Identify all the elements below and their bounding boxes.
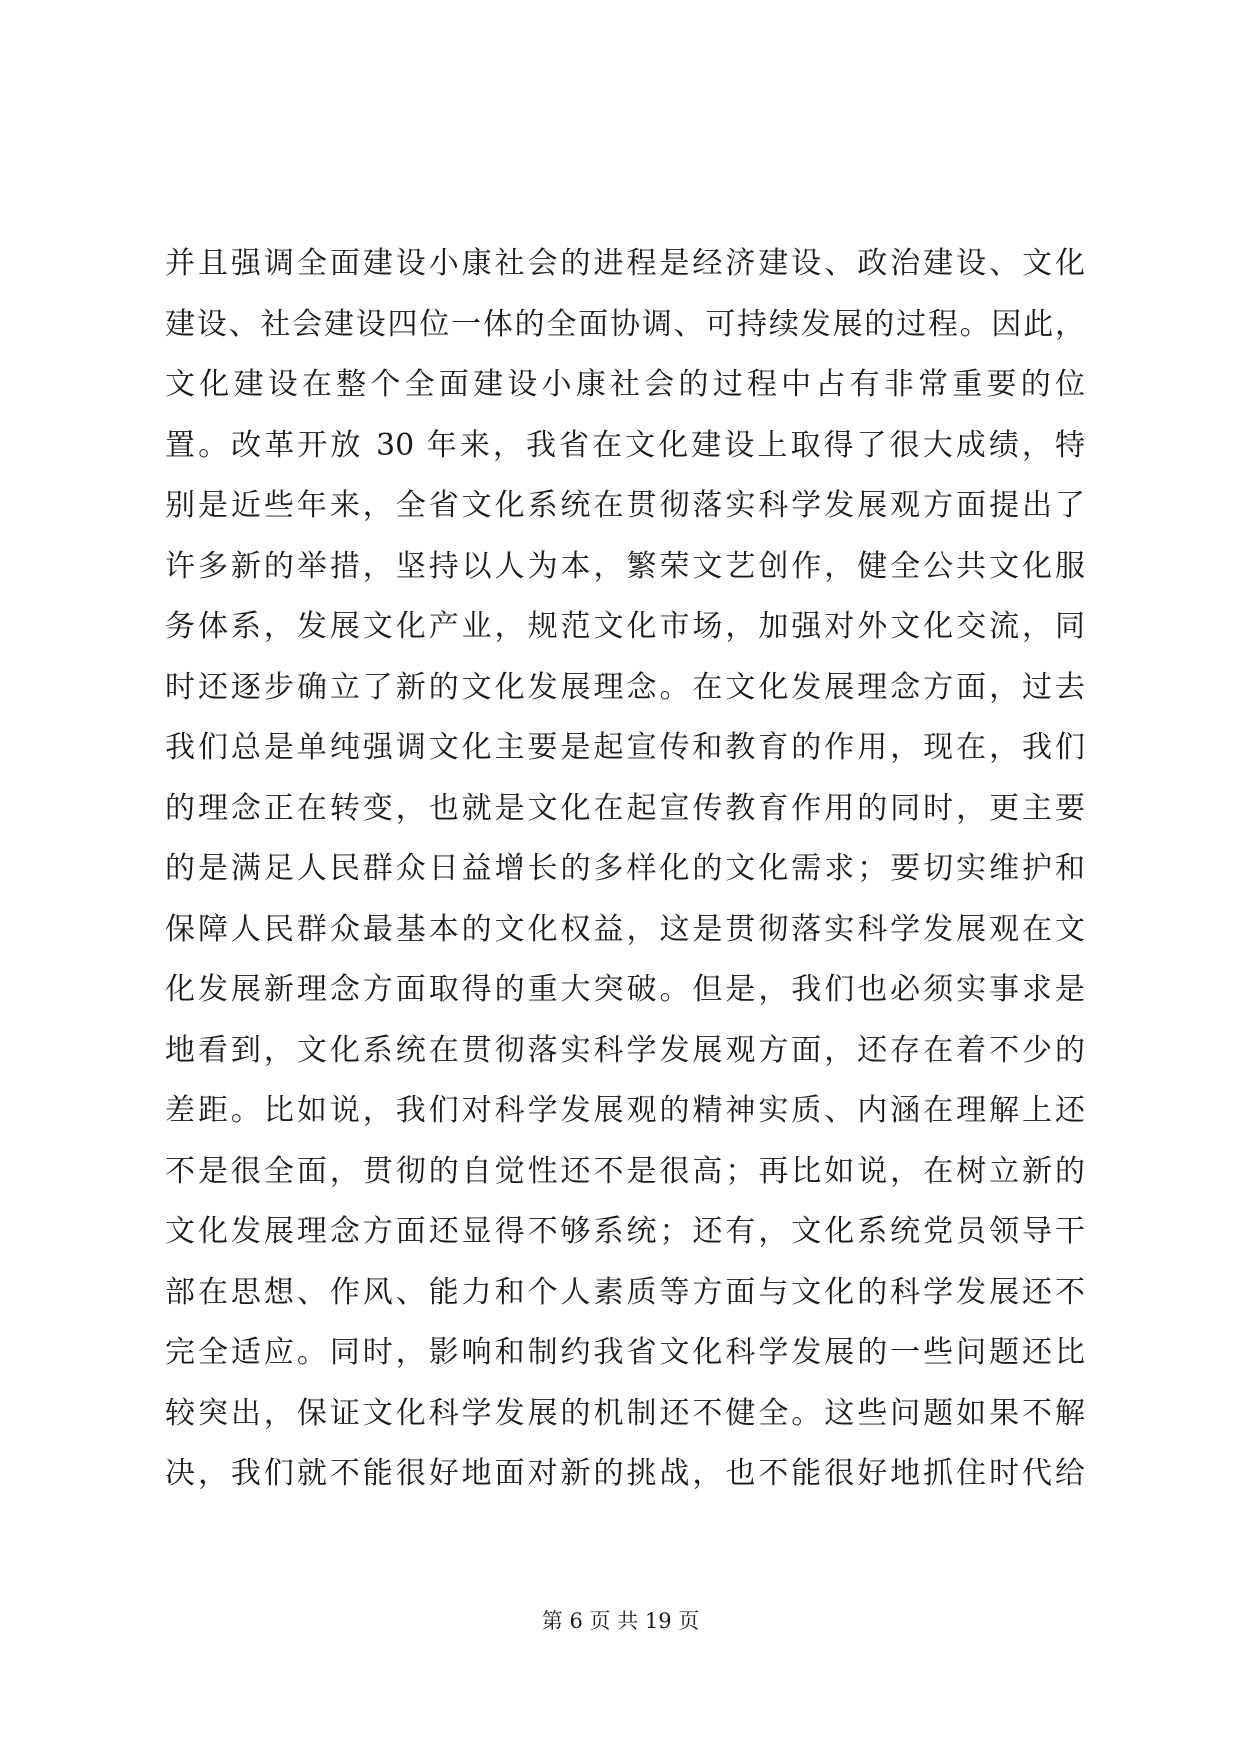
page-footer — [0, 1605, 1241, 1635]
text-line: 我们总是单纯强调文化主要是起宣传和教育的作用，现在，我们 — [165, 730, 1085, 765]
text-line: 较突出，保证文化科学发展的机制还不健全。这些问题如果不解 — [165, 1395, 1085, 1431]
text-line: 文化发展理念方面还显得不够系统；还有，文化系统党员领导干 — [165, 1214, 1085, 1249]
text-line: 置。改革开放 30 年来，我省在文化建设上取得了很大成绩，特 — [165, 427, 1085, 463]
text-line: 的理念正在转变，也就是文化在起宣传教育作用的同时，更主要 — [165, 790, 1085, 826]
body-text — [165, 234, 1085, 1505]
text-line: 许多新的举措，坚持以人为本，繁荣文艺创作，健全公共文化服 — [165, 548, 1085, 584]
text-line: 差距。比如说，我们对科学发展观的精神实质、内涵在理解上还 — [165, 1093, 1085, 1128]
text-line: 决，我们就不能很好地面对新的挑战，也不能很好地抓住时代给 — [165, 1456, 1085, 1491]
text-line: 建设、社会建设四位一体的全面协调、可持续发展的过程。因此， — [165, 306, 1085, 342]
text-line: 不是很全面，贯彻的自觉性还不是很高；再比如说，在树立新的 — [165, 1153, 1085, 1189]
text-line: 地看到，文化系统在贯彻落实科学发展观方面，还存在着不少的 — [165, 1032, 1085, 1068]
text-line: 保障人民群众最基本的文化权益，这是贯彻落实科学发展观在文 — [165, 911, 1085, 947]
text-line: 的是满足人民群众日益增长的多样化的文化需求；要切实维护和 — [165, 851, 1085, 886]
text-line: 化发展新理念方面取得的重大突破。但是，我们也必须实事求是 — [165, 972, 1085, 1007]
text-line: 部在思想、作风、能力和个人素质等方面与文化的科学发展还不 — [165, 1274, 1085, 1310]
text-line: 别是近些年来，全省文化系统在贯彻落实科学发展观方面提出了 — [165, 488, 1085, 523]
text-line: 完全适应。同时，影响和制约我省文化科学发展的一些问题还比 — [165, 1335, 1085, 1370]
text-line: 务体系，发展文化产业，规范文化市场，加强对外文化交流，同 — [165, 609, 1085, 644]
page-number-label: 第 6 页 共 19 页 — [541, 1609, 700, 1633]
text-line: 文化建设在整个全面建设小康社会的过程中占有非常重要的位 — [165, 367, 1085, 402]
text-line: 并且强调全面建设小康社会的进程是经济建设、政治建设、文化 — [165, 246, 1085, 281]
text-line: 时还逐步确立了新的文化发展理念。在文化发展理念方面，过去 — [165, 669, 1085, 705]
